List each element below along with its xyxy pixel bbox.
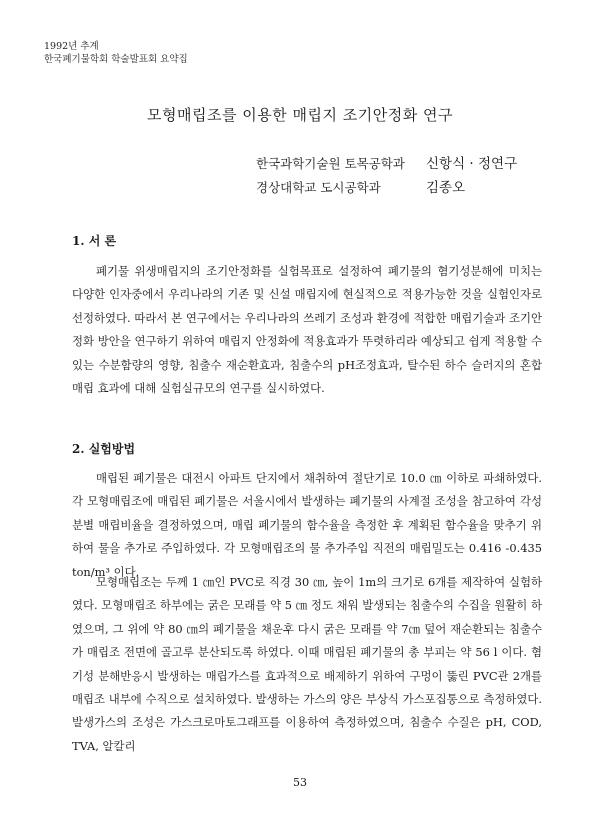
section-heading-introduction: 1. 서 론: [72, 234, 117, 248]
section-paragraph: 폐기물 위생매립지의 조기안정화를 실험목표로 설정하여 폐기물의 혐기성분해에 미치는 다양한 인자중에서 우리나라의 기존 및 신설 매립지에 현실적으로 적용가능한 것을 실험인자로 선정하였다. 따라서 본 연구에서는 우리나라의 쓰레기 조성과 환경에 적합한 매립기술과 조기안정화 방안을 연구하기 위하여 매립지 안정화에 적용효과가 뚜렷하리라 예상되고 쉽게 적용할 수 있는 수분함량의 영향, 침출수 재순환효과, 침출수의 pH조정효과, 탈수된 하수 슬러지의 혼합매립 효과에 대해 실험실규모의 연구를 실시하였다.: [72, 264, 542, 396]
page-number: 53: [293, 776, 307, 789]
paper-title: 모형매립조를 이용한 매립지 조기안정화 연구: [147, 106, 453, 124]
section-heading-methods: 2. 실험방법: [72, 442, 136, 456]
author-row: [256, 152, 517, 176]
header-line-1: 1992년 추계: [44, 41, 99, 52]
section-paragraph: 모형매립조는 두께 1 ㎝인 PVC로 직경 30 ㎝, 높이 1m의 크기로 6개를 제작하여 실험하였다. 모형매립조 하부에는 굵은 모래를 약 5 ㎝ 정도 채워 발생되는 침출수의 수집을 원활히 하였으며, 그 위에 약 80 ㎝의 폐기물을 채운후 다시 굵은 모래를 약 7㎝ 덮어 재순환되는 침출수가 매립조 전면에 골고루 분산되도록 하였다. 이때 매립된 폐기물의 총 부피는 약 56 l 이다. 혐기성 분해반응시 발생하는 매립가스를 효과적으로 배제하기 위하여 구멍이 뚫린 PVC관 2개를 매립조 내부에 수직으로 설치하였다. 발생하는 가스의 양은 부상식 가스포집통으로 측정하였다. 발생가스의 조성은 가스크로마토그래프를 이용하여 측정하였으며, 침출수 수질은 pH, COD, TVA, 알칼리: [72, 575, 542, 753]
author-block: [256, 152, 517, 200]
author-affiliation: 경상대학교 도시공학과: [256, 180, 381, 195]
author-row: [256, 176, 517, 200]
author-names: 김종오: [426, 180, 466, 196]
author-names: 신항식 · 정연구: [426, 156, 518, 172]
header-line-2: 한국폐기물학회 학술발표회 요약집: [44, 54, 188, 65]
author-affiliation: 한국과학기술원 토목공학과: [256, 156, 405, 171]
section-paragraph: 매립된 폐기물은 대전시 아파트 단지에서 채취하여 절단기로 10.0 ㎝ 이하로 파쇄하였다. 각 모형매립조에 매립된 폐기물은 서울시에서 발생하는 폐기물의 사계절 조성을 참고하여 각성분별 매립비율을 결정하였으며, 매립 폐기물의 함수율을 측정한 후 계획된 함수율을 맞추기 위하여 물을 추가로 주입하였다. 각 모형매립조의 물 추가주입 직전의 매립밀도는 0.416 -0.435 ton/m³ 이다.: [72, 471, 542, 579]
running-header: [44, 40, 188, 66]
